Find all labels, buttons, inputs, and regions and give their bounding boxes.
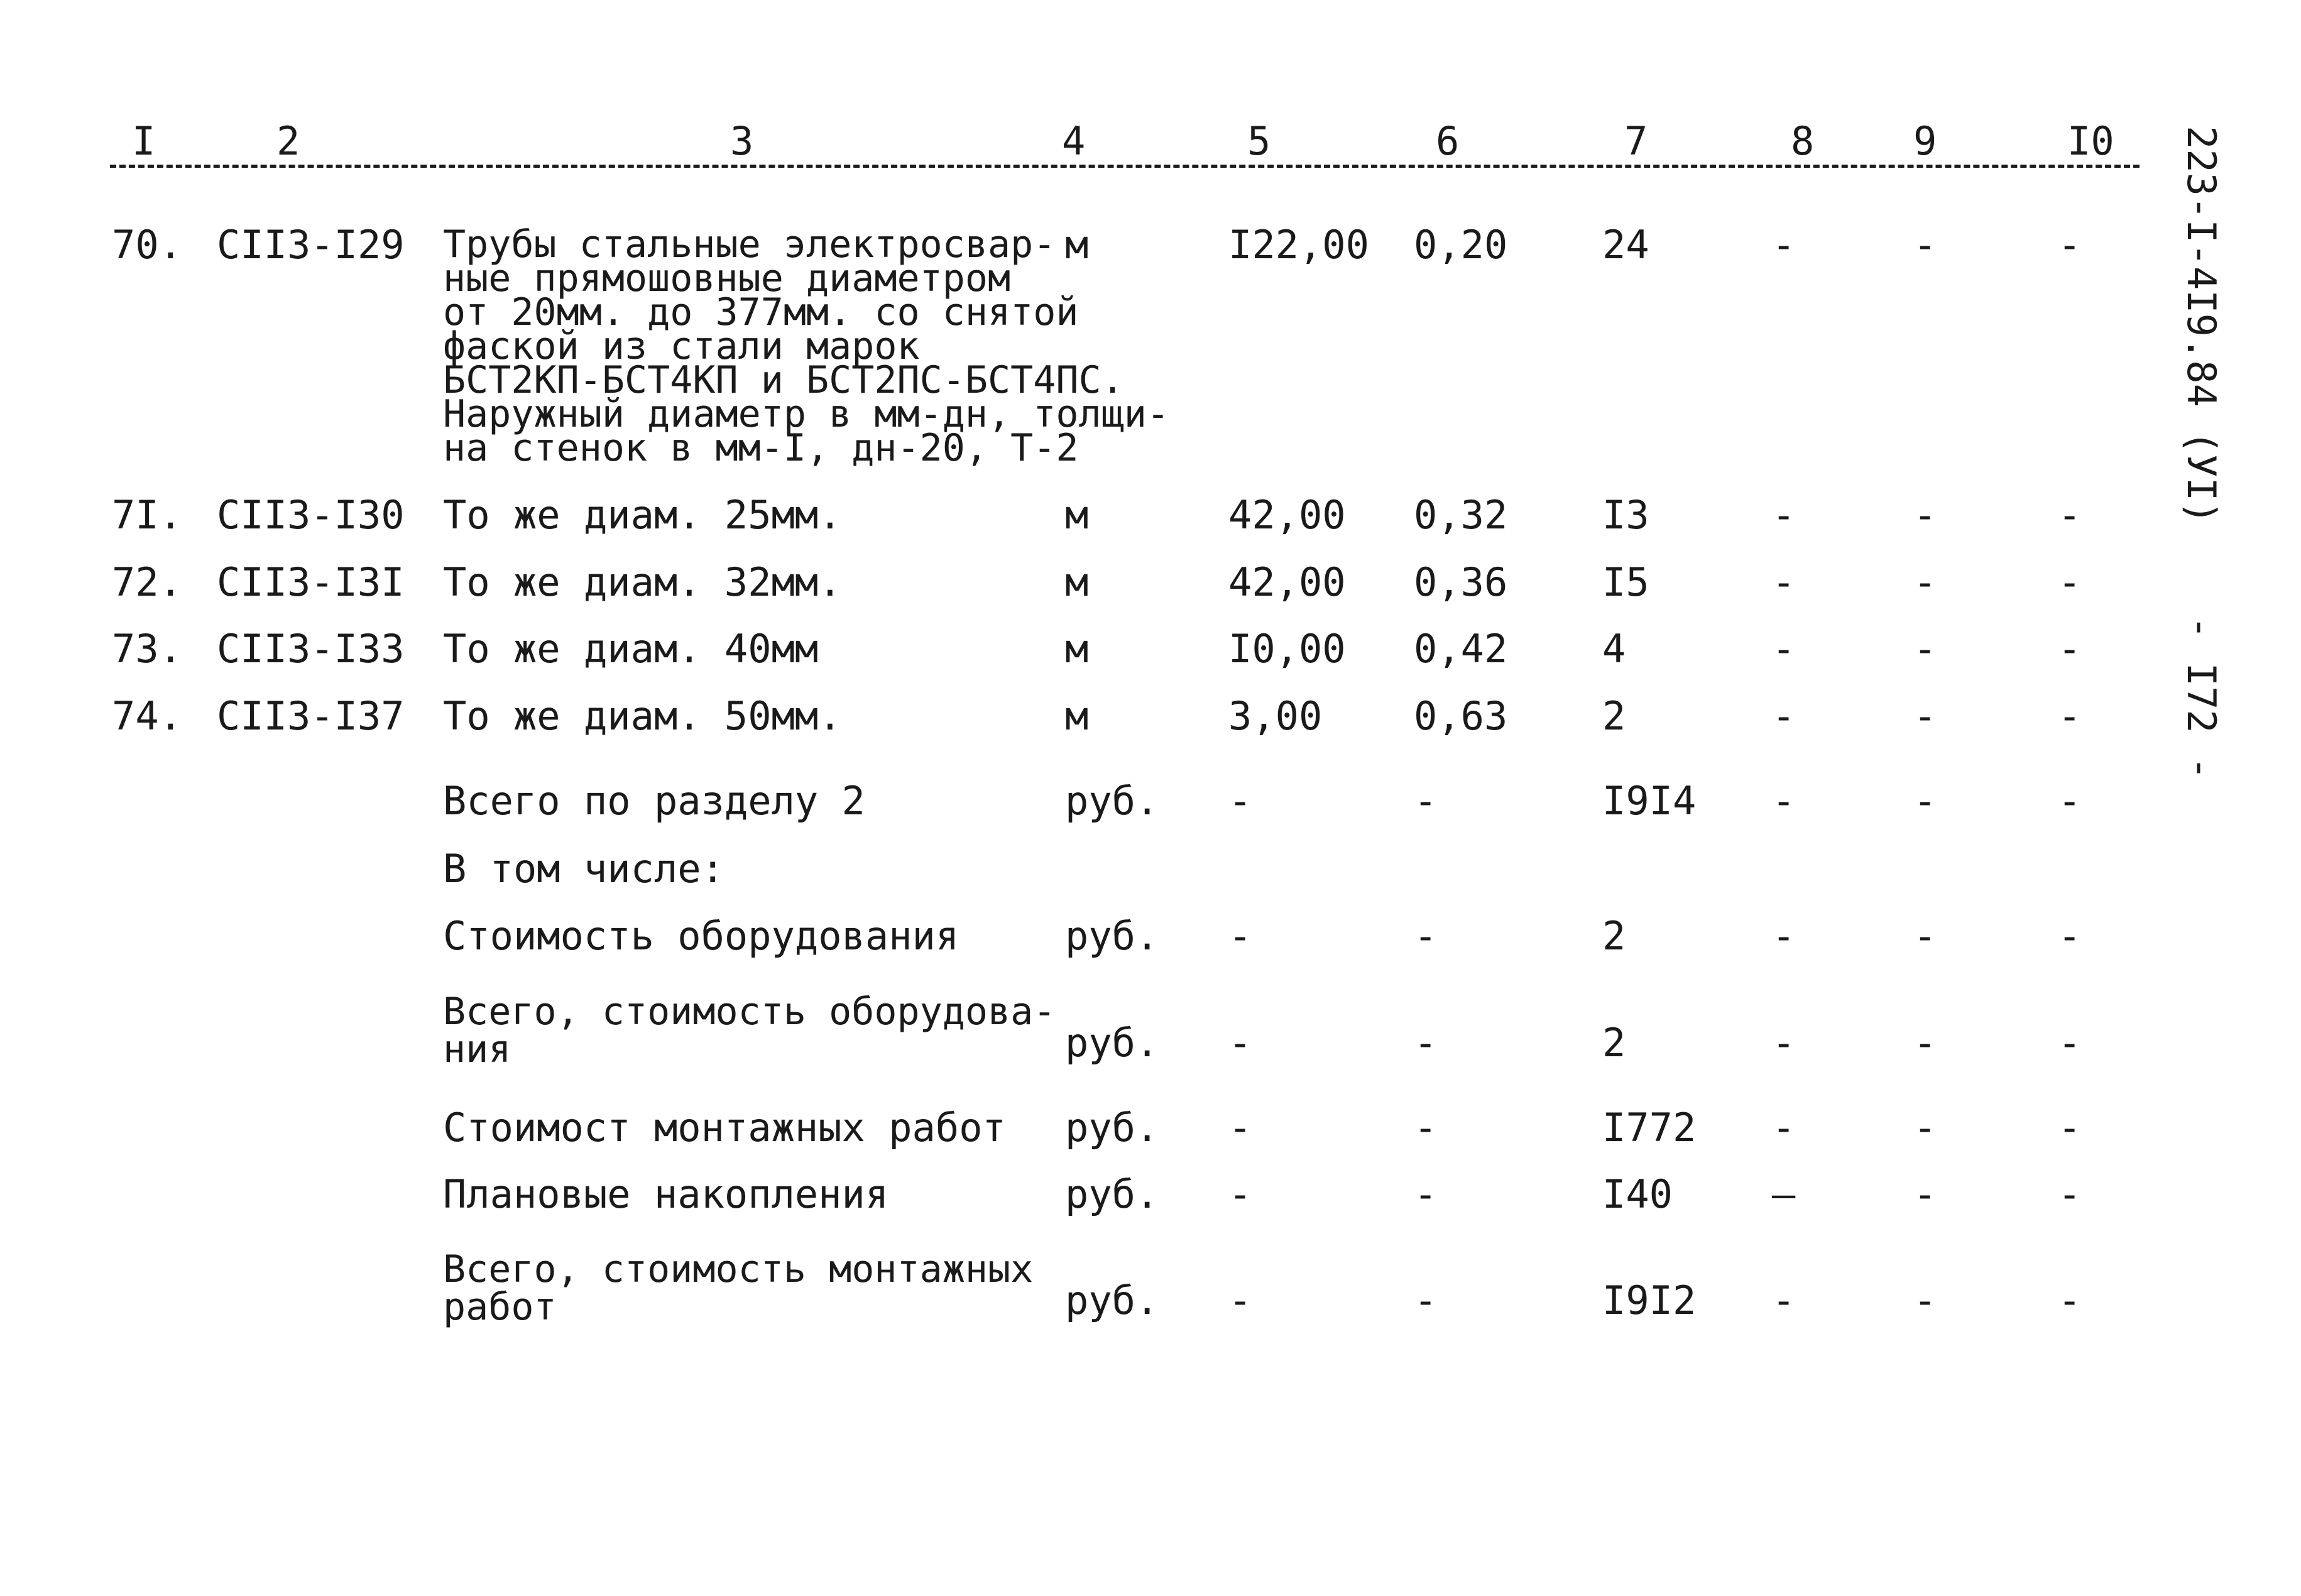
- col-header-9: 9: [1913, 118, 1937, 164]
- row-73-num: 73.: [112, 626, 182, 672]
- row-73-col5: I0,00: [1228, 626, 1346, 672]
- row-71-col6: 0,32: [1414, 492, 1508, 538]
- summary-equipment-total-label: Всего, стоимость оборудова- ния: [443, 990, 1056, 1071]
- summary-planned-savings-col6: -: [1414, 1171, 1438, 1217]
- summary-total-section-col5: -: [1228, 778, 1252, 824]
- document-code: 223-I-4I9.84 (УI): [2178, 126, 2224, 525]
- summary-planned-savings-col7: I40: [1602, 1171, 1673, 1217]
- row-74-unit: м: [1065, 693, 1089, 739]
- header-rule: [110, 165, 2140, 168]
- summary-total-section-col6: -: [1414, 778, 1438, 824]
- summary-equipment-cost-label: Стоимость оборудования: [443, 913, 959, 959]
- col-header-5: 5: [1247, 118, 1271, 164]
- summary-installation-cost-col9: -: [1913, 1105, 1937, 1151]
- row-73-col7: 4: [1602, 626, 1626, 672]
- row-71-col10: -: [2058, 492, 2082, 538]
- summary-installation-total-col10: -: [2058, 1277, 2082, 1323]
- row-73-col10: -: [2058, 626, 2082, 672]
- col-header-7: 7: [1624, 118, 1648, 164]
- row-74-description: То же диам. 50мм.: [443, 693, 842, 739]
- row-71-description: То же диам. 25мм.: [443, 492, 842, 538]
- row-71-col7: I3: [1602, 492, 1649, 538]
- summary-equipment-total-col6: -: [1414, 1020, 1438, 1066]
- summary-installation-total-col9: -: [1913, 1277, 1937, 1323]
- row-70-col8: -: [1772, 222, 1796, 268]
- row-72-col6: 0,36: [1414, 559, 1508, 605]
- summary-installation-cost-label: Стоимост монтажных работ: [443, 1105, 1006, 1151]
- row-73-col9: -: [1913, 626, 1937, 672]
- row-73-col6: 0,42: [1414, 626, 1508, 672]
- row-71-num: 7I.: [112, 492, 182, 538]
- summary-total-section-col10: -: [2058, 778, 2082, 824]
- summary-installation-cost-col5: -: [1228, 1105, 1252, 1151]
- row-73-description: То же диам. 40мм: [443, 626, 819, 672]
- row-70-description: Трубы стальные электросвар- ные прямошовные диаметром от 20мм. до 377мм. со снятой фаской из стали марок БСТ2КП-БСТ4КП и БСТ2ПС-БСТ4ПС. Наружный диаметр в мм-дн, толщи- на стенок в мм-I, дн-20, Т-2: [443, 222, 1169, 470]
- row-74-num: 74.: [112, 693, 182, 739]
- row-73-col8: -: [1772, 626, 1796, 672]
- summary-installation-total-col5: -: [1228, 1277, 1252, 1323]
- row-70-col7: 24: [1602, 222, 1649, 268]
- row-72-unit: м: [1065, 559, 1089, 605]
- row-73-unit: м: [1065, 626, 1089, 672]
- summary-total-section-unit: руб.: [1065, 778, 1159, 824]
- summary-equipment-cost-col8: -: [1772, 913, 1796, 959]
- row-74-col6: 0,63: [1414, 693, 1508, 739]
- summary-planned-savings-unit: руб.: [1065, 1171, 1159, 1217]
- summary-planned-savings-col5: -: [1228, 1171, 1252, 1217]
- row-74-col8: -: [1772, 693, 1796, 739]
- row-70-col6: 0,20: [1414, 222, 1508, 268]
- col-header-6: 6: [1436, 118, 1460, 164]
- row-71-col8: -: [1772, 492, 1796, 538]
- row-70-unit: м: [1065, 222, 1089, 268]
- row-72-col7: I5: [1602, 559, 1649, 605]
- summary-installation-total-col6: -: [1414, 1277, 1438, 1323]
- row-74-col7: 2: [1602, 693, 1626, 739]
- row-70-col10: -: [2058, 222, 2082, 268]
- row-72-num: 72.: [112, 559, 182, 605]
- row-70-num: 70.: [112, 222, 182, 268]
- row-70-col5: I22,00: [1228, 222, 1369, 268]
- summary-including-label: В том числе:: [443, 846, 724, 892]
- summary-equipment-cost-col5: -: [1228, 913, 1252, 959]
- summary-total-section-label: Всего по разделу 2: [443, 778, 865, 824]
- summary-installation-total-label: Всего, стоимость монтажных работ: [443, 1247, 1034, 1329]
- col-header-4: 4: [1062, 118, 1086, 164]
- summary-total-section-col8: -: [1772, 778, 1796, 824]
- row-72-col5: 42,00: [1228, 559, 1346, 605]
- summary-installation-cost-unit: руб.: [1065, 1105, 1159, 1151]
- row-74-col9: -: [1913, 693, 1937, 739]
- summary-installation-cost-col10: -: [2058, 1105, 2082, 1151]
- row-72-col9: -: [1913, 559, 1937, 605]
- col-header-8: 8: [1791, 118, 1815, 164]
- summary-equipment-cost-col7: 2: [1602, 913, 1626, 959]
- row-74-col5: 3,00: [1228, 693, 1323, 739]
- summary-planned-savings-col10: -: [2058, 1171, 2082, 1217]
- row-72-code: CII3-I3I: [217, 559, 405, 605]
- summary-installation-cost-col7: I772: [1602, 1105, 1697, 1151]
- row-72-col8: -: [1772, 559, 1796, 605]
- page-number: - I72 -: [2178, 616, 2224, 780]
- summary-equipment-total-col7: 2: [1602, 1020, 1626, 1066]
- row-71-unit: м: [1065, 492, 1089, 538]
- row-74-code: CII3-I37: [217, 693, 405, 739]
- summary-equipment-cost-col10: -: [2058, 913, 2082, 959]
- row-74-col10: -: [2058, 693, 2082, 739]
- row-73-code: CII3-I33: [217, 626, 405, 672]
- summary-planned-savings-col9: -: [1913, 1171, 1937, 1217]
- col-header-2: 2: [276, 118, 300, 164]
- summary-total-section-col7: I9I4: [1602, 778, 1697, 824]
- summary-planned-savings-col8: —: [1772, 1171, 1796, 1217]
- summary-installation-cost-col8: -: [1772, 1105, 1796, 1151]
- row-71-col9: -: [1913, 492, 1937, 538]
- row-72-description: То же диам. 32мм.: [443, 559, 842, 605]
- col-header-10: I0: [2067, 118, 2114, 164]
- col-header-1: I: [132, 118, 156, 164]
- row-71-code: CII3-I30: [217, 492, 405, 538]
- summary-equipment-total-col9: -: [1913, 1020, 1937, 1066]
- row-71-col5: 42,00: [1228, 492, 1346, 538]
- summary-equipment-total-col5: -: [1228, 1020, 1252, 1066]
- summary-installation-cost-col6: -: [1414, 1105, 1438, 1151]
- summary-equipment-cost-col6: -: [1414, 913, 1438, 959]
- summary-equipment-cost-col9: -: [1913, 913, 1937, 959]
- row-70-col9: -: [1913, 222, 1937, 268]
- summary-planned-savings-label: Плановые накопления: [443, 1171, 889, 1217]
- summary-installation-total-unit: руб.: [1065, 1277, 1159, 1323]
- summary-equipment-total-col8: -: [1772, 1020, 1796, 1066]
- row-70-code: CII3-I29: [217, 222, 405, 268]
- summary-equipment-total-unit: руб.: [1065, 1020, 1159, 1066]
- summary-equipment-total-col10: -: [2058, 1020, 2082, 1066]
- summary-total-section-col9: -: [1913, 778, 1937, 824]
- summary-equipment-cost-unit: руб.: [1065, 913, 1159, 959]
- summary-installation-total-col8: -: [1772, 1277, 1796, 1323]
- summary-installation-total-col7: I9I2: [1602, 1277, 1697, 1323]
- col-header-3: 3: [730, 118, 754, 164]
- row-72-col10: -: [2058, 559, 2082, 605]
